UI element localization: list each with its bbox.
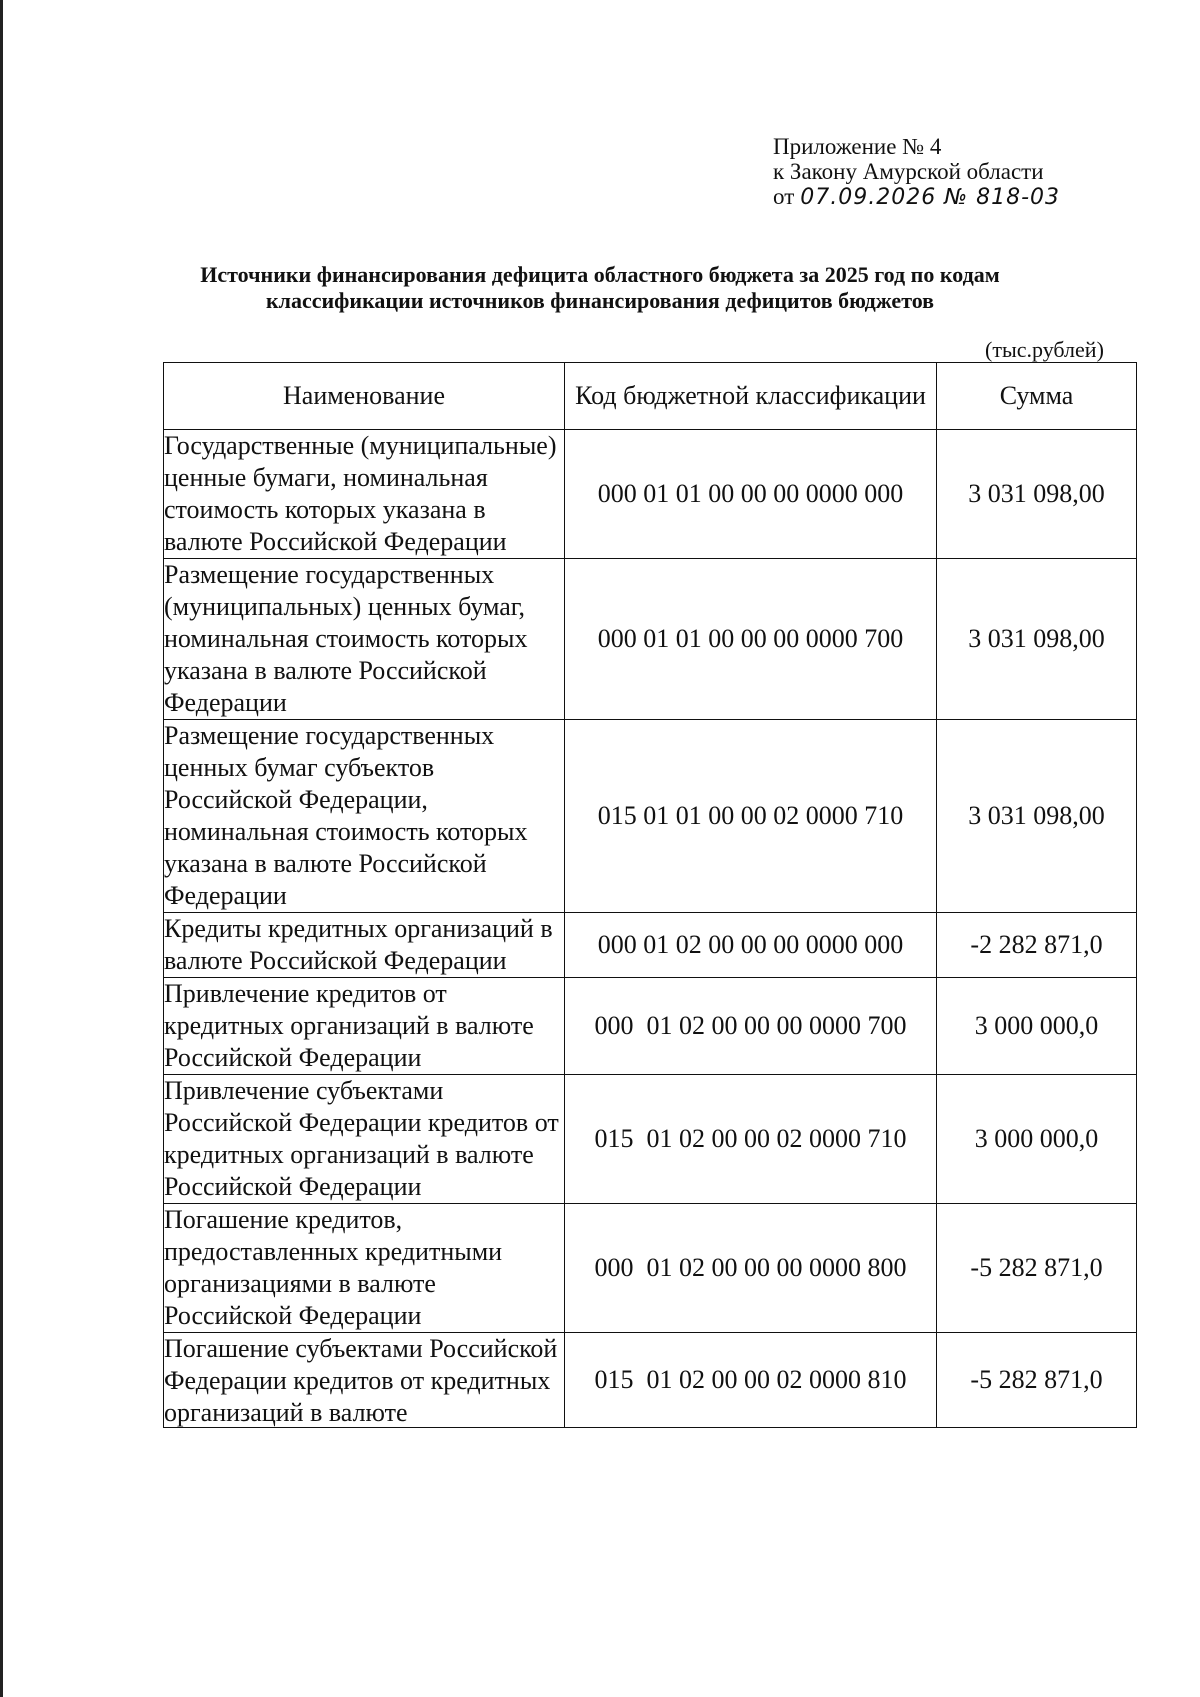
appendix-block [773,134,1060,210]
appendix-date-prefix: от [773,184,795,209]
row-sum: 3 031 098,00 [937,720,1137,913]
row-sum: -5 282 871,0 [937,1333,1137,1428]
document-title [150,262,1050,314]
row-sum: 3 031 098,00 [937,559,1137,720]
budget-sources-table [163,362,1137,1428]
row-code: 000 01 02 00 00 00 0000 000 [565,913,937,978]
row-code: 000 01 02 00 00 00 0000 800 [565,1204,937,1333]
row-code: 015 01 01 00 00 02 0000 710 [565,720,937,913]
row-code: 000 01 02 00 00 00 0000 700 [565,978,937,1075]
row-code: 015 01 02 00 00 02 0000 810 [565,1333,937,1428]
table-row [164,913,1137,978]
row-name: Привлечение кредитов от кредитных организаций в валюте Российской Федерации [164,978,565,1075]
row-name: Погашение субъектами Российской Федерации кредитов от кредитных организаций в валюте [164,1334,558,1427]
table-row [164,978,1137,1075]
row-name: Размещение государственных ценных бумаг субъектов Российской Федерации, номинальная стоимость которых указана в валюте Российской Федерации [164,720,565,913]
handwritten-date-number: 07.09.2026 № 818-03 [800,185,1061,210]
appendix-law-reference: к Закону Амурской области [773,159,1044,184]
row-code: 000 01 01 00 00 00 0000 000 [565,430,937,559]
units-label: (тыс.рублей) [985,337,1104,362]
table-row [164,1075,1137,1204]
row-name: Государственные (муниципальные) ценные бумаги, номинальная стоимость которых указана в валюте Российской Федерации [164,430,565,559]
row-name: Размещение государственных (муниципальных) ценных бумаг, номинальная стоимость которых указана в валюте Российской Федерации [164,559,565,720]
header-name: Наименование [164,363,565,430]
row-name-cell [164,1333,565,1428]
table-row [164,1204,1137,1333]
table-header-row [164,363,1137,430]
table-row [164,559,1137,720]
table-row [164,1333,1137,1428]
row-sum: -5 282 871,0 [937,1204,1137,1333]
header-code: Код бюджетной классификации [565,363,937,430]
row-sum: -2 282 871,0 [937,913,1137,978]
table-row [164,720,1137,913]
table-row [164,430,1137,559]
row-sum: 3 031 098,00 [937,430,1137,559]
row-code: 000 01 01 00 00 00 0000 700 [565,559,937,720]
row-sum: 3 000 000,0 [937,1075,1137,1204]
document-title-line-2: классификации источников финансирования дефицитов бюджетов [265,288,935,313]
row-name: Кредиты кредитных организаций в валюте Российской Федерации [164,913,565,978]
appendix-number: Приложение № 4 [773,134,942,159]
document-title-line-1: Источники финансирования дефицита областного бюджета за 2025 год по кодам [200,262,1000,287]
page-edge-line [0,0,3,1697]
row-name: Привлечение субъектами Российской Федерации кредитов от кредитных организаций в валюте Российской Федерации [164,1075,565,1204]
row-sum: 3 000 000,0 [937,978,1137,1075]
appendix-date-line [773,184,1060,210]
row-code: 015 01 02 00 00 02 0000 710 [565,1075,937,1204]
row-name: Погашение кредитов, предоставленных кредитными организациями в валюте Российской Федерации [164,1204,565,1333]
header-sum: Сумма [937,363,1137,430]
